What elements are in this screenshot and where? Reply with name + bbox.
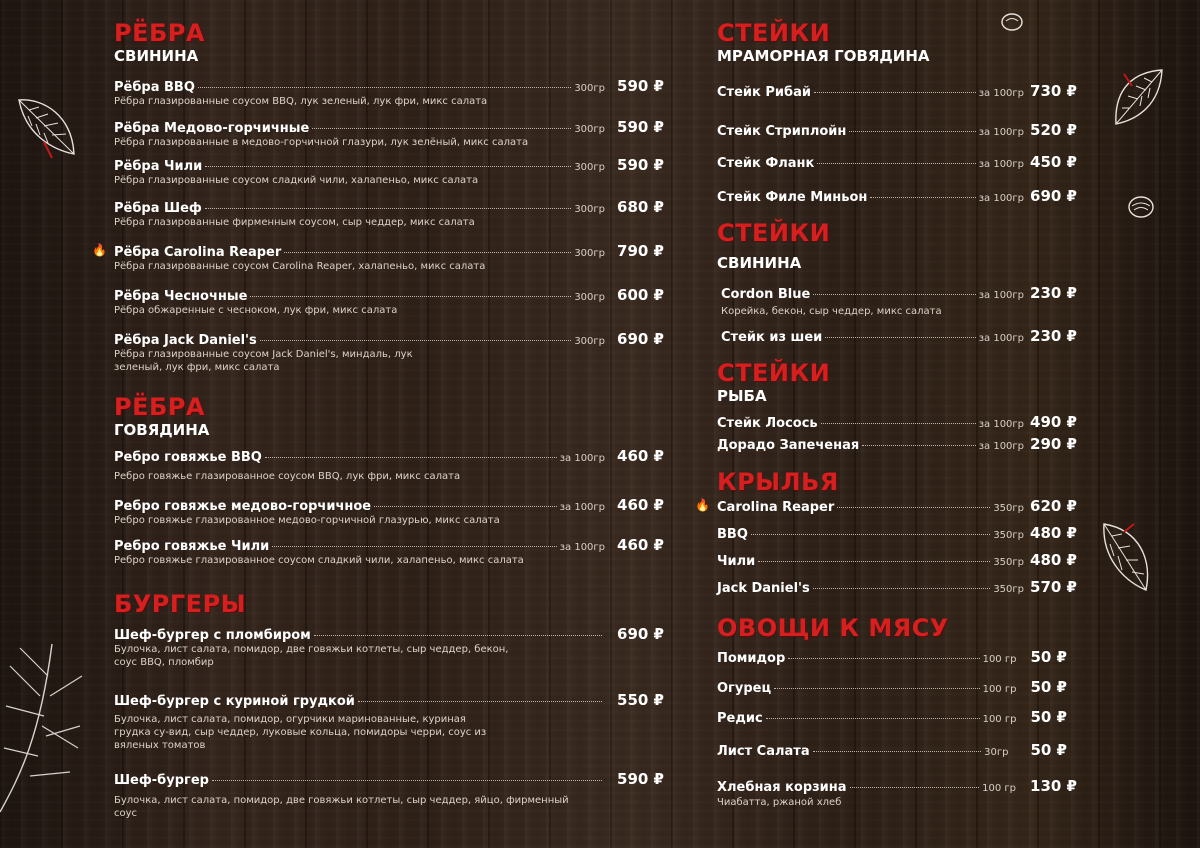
menu-item <box>717 648 1067 666</box>
fire-icon: 🔥 <box>695 498 710 512</box>
item-price: 480 ₽ <box>1030 551 1077 569</box>
item-weight: 100 гр <box>982 684 1017 695</box>
menu-item <box>114 770 664 820</box>
menu-item <box>114 447 664 483</box>
dot-leader <box>250 296 571 297</box>
item-weight: 100 гр <box>982 783 1017 794</box>
item-weight: 350гр <box>993 503 1025 514</box>
dot-leader <box>766 718 980 719</box>
item-weight: за 100гр <box>559 502 606 513</box>
item-weight: 100 гр <box>982 714 1017 725</box>
item-price: 520 ₽ <box>1030 121 1077 139</box>
menu-item <box>114 496 664 527</box>
item-name: Jack Daniel's <box>717 581 810 596</box>
item-price: 50 ₽ <box>1030 708 1067 726</box>
item-weight: за 100гр <box>978 88 1025 99</box>
item-weight: 300гр <box>574 336 606 347</box>
menu-item <box>717 413 1077 431</box>
section-steaks-beef <box>717 20 1077 65</box>
item-price: 590 ₽ <box>617 770 664 788</box>
item-weight: за 100гр <box>559 453 606 464</box>
item-name: Рёбра Чили <box>114 159 203 174</box>
item-weight: за 100гр <box>978 333 1025 344</box>
menu-item <box>717 578 1077 596</box>
section-ribs-beef <box>114 394 664 439</box>
item-weight: 300гр <box>574 204 606 215</box>
item-price: 490 ₽ <box>1030 413 1077 431</box>
menu-item <box>717 708 1067 726</box>
item-weight: за 100гр <box>978 193 1025 204</box>
item-name: Шеф-бургер с куриной грудкой <box>114 694 355 709</box>
item-name: Шеф-бургер с пломбиром <box>114 628 311 643</box>
item-weight: 300гр <box>574 292 606 303</box>
item-name: Стейк Рибай <box>717 85 811 100</box>
item-weight: 300гр <box>574 124 606 135</box>
dot-leader <box>374 506 557 507</box>
item-name: Лист Салата <box>717 744 810 759</box>
item-description: Булочка, лист салата, помидор, две говяжьи котлеты, сыр чеддер, бекон, соус BBQ, пломбир <box>114 644 509 668</box>
section-steaks-pork <box>717 220 1077 272</box>
item-price: 460 ₽ <box>617 496 664 514</box>
item-weight: за 100гр <box>559 542 606 553</box>
item-name: Чили <box>717 554 756 569</box>
section-subtitle: МРАМОРНАЯ ГОВЯДИНА <box>717 47 930 65</box>
item-weight: 300гр <box>574 248 606 259</box>
item-price: 460 ₽ <box>617 447 664 465</box>
item-price: 790 ₽ <box>617 242 664 260</box>
dot-leader <box>198 87 571 88</box>
menu-item <box>721 284 1077 318</box>
item-name: Шеф-бургер <box>114 773 209 788</box>
dot-leader <box>788 658 979 659</box>
item-name: Рёбра Шеф <box>114 201 202 216</box>
dot-leader <box>265 457 557 458</box>
item-description: Ребро говяжье глазированное соусом сладкий чили, халапеньо, микс салата <box>114 555 524 566</box>
item-weight: за 100гр <box>978 127 1025 138</box>
section-subtitle: СВИНИНА <box>717 254 802 272</box>
item-price: 230 ₽ <box>1030 327 1077 345</box>
item-description: Рёбра глазированные в медово-горчичной глазури, лук зелёный, микс салата <box>114 137 529 148</box>
item-price: 620 ₽ <box>1030 497 1077 515</box>
section-subtitle: СВИНИНА <box>114 47 199 65</box>
menu-item <box>114 691 664 752</box>
menu-item <box>717 121 1077 139</box>
item-weight: за 100гр <box>978 441 1025 452</box>
leaf-sketch-icon <box>14 92 84 164</box>
item-description: Рёбра глазированные соусом BBQ, лук зеленый, лук фри, микс салата <box>114 96 488 107</box>
section-title: СТЕЙКИ <box>717 359 831 387</box>
dot-leader <box>272 546 556 547</box>
menu-item <box>114 118 664 149</box>
section-burgers <box>114 591 664 617</box>
item-weight: за 100гр <box>978 159 1025 170</box>
menu-item <box>717 153 1077 171</box>
item-name: Редис <box>717 711 763 726</box>
menu-item <box>717 777 1077 809</box>
item-name: Хлебная корзина <box>717 780 847 795</box>
menu-item <box>114 286 664 317</box>
dot-leader <box>212 780 602 781</box>
dot-leader <box>813 751 982 752</box>
item-price: 590 ₽ <box>617 156 664 174</box>
item-weight: 100 гр <box>982 654 1017 665</box>
item-description: Корейка, бекон, сыр чеддер, микс салата <box>721 306 942 317</box>
item-name: Рёбра Jack Daniel's <box>114 333 257 348</box>
menu-item <box>717 678 1067 696</box>
item-price: 550 ₽ <box>617 691 664 709</box>
section-title: КРЫЛЬЯ <box>717 468 839 496</box>
dot-leader <box>314 635 602 636</box>
item-price: 690 ₽ <box>617 625 664 643</box>
item-name: Дорадо Запеченая <box>717 438 860 453</box>
item-description: Ребро говяжье глазированное соусом BBQ, лук фри, микс салата <box>114 471 461 482</box>
item-price: 50 ₽ <box>1030 648 1067 666</box>
section-title: СТЕЙКИ <box>717 19 831 47</box>
item-price: 730 ₽ <box>1030 82 1077 100</box>
section-title: РЁБРА <box>114 393 205 421</box>
item-description: Рёбра глазированные фирменным соусом, сыр чеддер, микс салата <box>114 217 475 228</box>
leaf-sketch-icon <box>1100 520 1154 594</box>
item-name: Стейк Стриплойн <box>717 124 847 139</box>
item-price: 590 ₽ <box>617 77 664 95</box>
section-vegetables <box>717 615 1077 641</box>
menu-item <box>717 82 1077 100</box>
item-price: 130 ₽ <box>1030 777 1077 795</box>
item-description: Рёбра глазированные соусом Carolina Reaper, халапеньо, микс салата <box>114 261 486 272</box>
dot-leader <box>751 534 990 535</box>
item-price: 290 ₽ <box>1030 435 1077 453</box>
item-price: 480 ₽ <box>1030 524 1077 542</box>
dot-leader <box>870 197 975 198</box>
item-name: Рёбра Чесночные <box>114 289 248 304</box>
section-steaks-fish <box>717 360 1077 405</box>
item-weight: 300гр <box>574 162 606 173</box>
item-price: 50 ₽ <box>1030 678 1067 696</box>
dot-leader <box>205 208 572 209</box>
item-name: Стейк Лосось <box>717 416 818 431</box>
dot-leader <box>813 588 991 589</box>
dot-leader <box>284 252 571 253</box>
item-name: Помидор <box>717 651 786 666</box>
dot-leader <box>817 163 975 164</box>
item-name: Огурец <box>717 681 772 696</box>
item-price: 50 ₽ <box>1030 741 1067 759</box>
item-name: Ребро говяжье медово-горчичное <box>114 499 372 514</box>
dot-leader <box>205 166 571 167</box>
item-weight: 350гр <box>993 530 1025 541</box>
section-ribs-pork <box>114 20 664 65</box>
menu-item <box>114 198 664 229</box>
menu-item <box>114 156 664 187</box>
item-description: Ребро говяжье глазированное медово-горчичной глазурью, микс салата <box>114 515 500 526</box>
dot-leader <box>312 128 571 129</box>
item-price: 690 ₽ <box>617 330 664 348</box>
item-name: Рёбра BBQ <box>114 80 195 95</box>
section-subtitle: РЫБА <box>717 387 767 405</box>
leaf-sketch-icon <box>1106 66 1168 130</box>
item-weight: 300гр <box>574 83 606 94</box>
item-name: Ребро говяжье BBQ <box>114 450 262 465</box>
section-title: ОВОЩИ К МЯСУ <box>717 614 949 642</box>
item-weight: 30гр <box>984 747 1009 758</box>
menu-item <box>717 551 1077 569</box>
menu-item <box>114 625 664 669</box>
item-price: 590 ₽ <box>617 118 664 136</box>
dot-leader <box>774 688 980 689</box>
item-name: Стейк из шеи <box>721 330 823 345</box>
menu-item <box>114 536 664 567</box>
menu-item <box>717 741 1067 759</box>
section-subtitle: ГОВЯДИНА <box>114 421 210 439</box>
item-name: Cordon Blue <box>721 287 811 302</box>
item-price: 450 ₽ <box>1030 153 1077 171</box>
dot-leader <box>849 131 975 132</box>
section-title: БУРГЕРЫ <box>114 590 247 618</box>
dot-leader <box>813 294 975 295</box>
item-description: Рёбра глазированные соусом сладкий чили, халапеньо, микс салата <box>114 175 479 186</box>
dot-leader <box>837 507 990 508</box>
dot-leader <box>821 423 976 424</box>
item-name: Ребро говяжье Чили <box>114 539 270 554</box>
item-description: Булочка, лист салата, помидор, огурчики маринованные, куриная грудка су-вид, сыр чеддер, луковые кольца, помидоры черри, соус из вяленых томатов <box>114 714 487 751</box>
item-weight: за 100гр <box>978 419 1025 430</box>
item-price: 600 ₽ <box>617 286 664 304</box>
item-description: Чиабатта, ржаной хлеб <box>717 797 842 808</box>
menu-item <box>717 435 1077 453</box>
menu-item <box>717 524 1077 542</box>
dot-leader <box>260 340 572 341</box>
dot-leader <box>814 92 976 93</box>
item-price: 230 ₽ <box>1030 284 1077 302</box>
menu-item <box>721 327 1077 345</box>
dot-leader <box>850 787 980 788</box>
item-price: 690 ₽ <box>1030 187 1077 205</box>
menu-item <box>92 242 664 273</box>
dot-leader <box>758 561 990 562</box>
peppercorn-icon <box>1126 194 1156 220</box>
herb-sprig-icon <box>0 636 90 816</box>
item-weight: 350гр <box>993 557 1025 568</box>
item-description: Рёбра обжаренные с чесноком, лук фри, микс салата <box>114 305 398 316</box>
dot-leader <box>862 445 976 446</box>
item-name: BBQ <box>717 527 748 542</box>
item-price: 460 ₽ <box>617 536 664 554</box>
menu-item <box>114 77 664 108</box>
item-name: Carolina Reaper <box>717 500 835 515</box>
section-title: СТЕЙКИ <box>717 219 831 247</box>
item-description: Рёбра глазированные соусом Jack Daniel's, миндаль, лук зеленый, лук фри, микс салата <box>114 349 413 373</box>
section-wings <box>717 469 1077 495</box>
menu-item <box>114 330 664 374</box>
item-name: Стейк Фланк <box>717 156 815 171</box>
fire-icon: 🔥 <box>92 243 107 257</box>
item-weight: 350гр <box>993 584 1025 595</box>
item-weight: за 100гр <box>978 290 1025 301</box>
item-name: Рёбра Медово-горчичные <box>114 121 310 136</box>
item-name: Рёбра Carolina Reaper <box>114 245 282 260</box>
item-price: 680 ₽ <box>617 198 664 216</box>
menu-item <box>695 497 1077 515</box>
section-title: РЁБРА <box>114 19 205 47</box>
item-name: Стейк Филе Миньон <box>717 190 868 205</box>
item-price: 570 ₽ <box>1030 578 1077 596</box>
item-description: Булочка, лист салата, помидор, две говяжьи котлеты, сыр чеддер, яйцо, фирменный соус <box>114 795 569 819</box>
menu-item <box>717 187 1077 205</box>
dot-leader <box>825 337 975 338</box>
dot-leader <box>358 701 602 702</box>
